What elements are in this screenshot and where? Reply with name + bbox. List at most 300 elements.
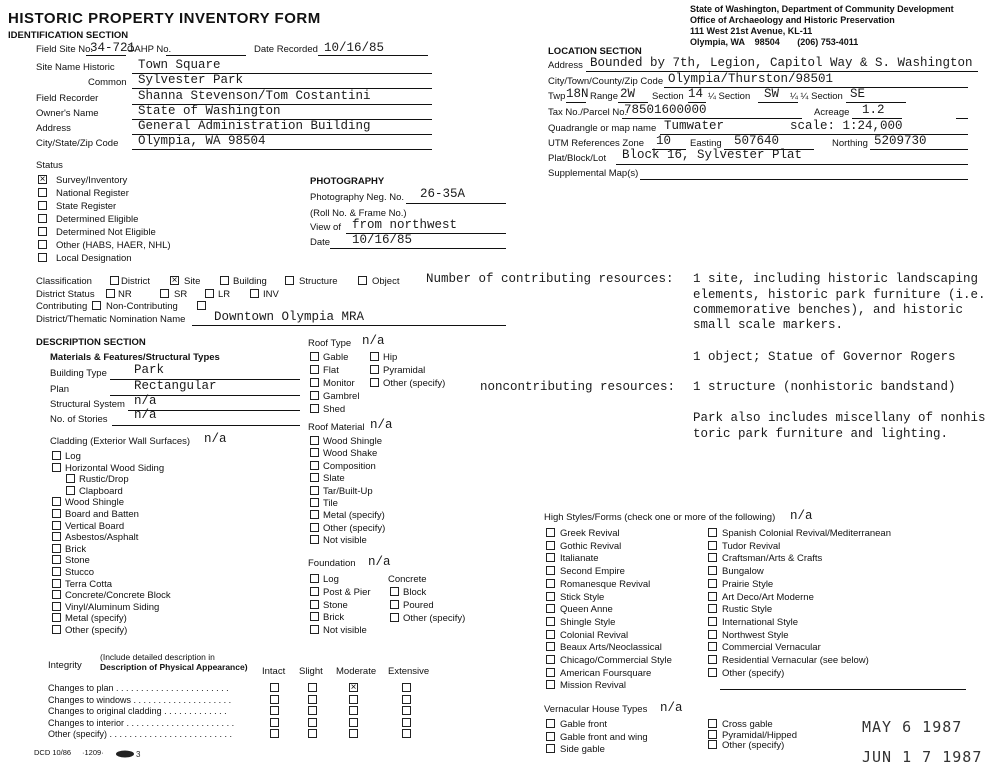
integrity-label: Integrity bbox=[48, 660, 82, 671]
noncontributing-resources-label: noncontributing resources: bbox=[480, 380, 676, 394]
stories-label: No. of Stories bbox=[50, 414, 108, 425]
vernacular-checkbox[interactable] bbox=[546, 719, 555, 728]
integrity-checkbox[interactable] bbox=[349, 729, 358, 738]
cladding-item-label: Terra Cotta bbox=[65, 579, 112, 590]
svg-text:3: 3 bbox=[136, 750, 141, 759]
utm-zone-value: 10 bbox=[656, 134, 672, 148]
foundation-checkbox[interactable] bbox=[310, 587, 319, 596]
integrity-row-label: Changes to interior . . . . . . . . . . . . . . . . . . . . . . bbox=[48, 718, 235, 728]
roof-type-label: Gambrel bbox=[323, 391, 360, 402]
twp-label: Twp bbox=[548, 91, 566, 102]
style-label: Tudor Revival bbox=[722, 541, 781, 552]
integrity-checkbox[interactable] bbox=[349, 718, 358, 727]
class-option: Building bbox=[233, 276, 267, 287]
ds-lr-checkbox[interactable] bbox=[205, 289, 214, 298]
vernacular-value: n/a bbox=[660, 701, 683, 715]
roof-type-label: Roof Type bbox=[308, 338, 352, 349]
roof-type-checkbox[interactable] bbox=[310, 404, 319, 413]
vernacular-label: Cross gable bbox=[722, 719, 773, 730]
acreage-value: 1.2 bbox=[862, 103, 885, 117]
style-checkbox[interactable] bbox=[546, 680, 555, 689]
integrity-col-header: Intact bbox=[262, 666, 286, 677]
range-label: Range bbox=[590, 91, 618, 102]
cladding-checkbox[interactable] bbox=[52, 590, 61, 599]
ds-option: NR bbox=[118, 289, 132, 300]
roof-material-label: Roof Material bbox=[308, 422, 365, 433]
park-line: Park also includes miscellany of nonhis bbox=[693, 411, 986, 425]
roof-material-checkbox[interactable] bbox=[310, 535, 319, 544]
vernacular-checkbox[interactable] bbox=[546, 744, 555, 753]
cladding-checkbox[interactable] bbox=[52, 613, 61, 622]
style-checkbox[interactable] bbox=[546, 617, 555, 626]
acreage-label: Acreage bbox=[814, 107, 850, 118]
ds-inv-checkbox[interactable] bbox=[250, 289, 259, 298]
date-recorded-label: Date Recorded bbox=[254, 44, 318, 55]
integrity-checkbox[interactable] bbox=[349, 706, 358, 715]
roof-type-checkbox[interactable] bbox=[370, 352, 379, 361]
oahp-label: OAHP No. bbox=[127, 44, 172, 55]
style-checkbox[interactable] bbox=[546, 579, 555, 588]
cladding-item-label: Horizontal Wood Siding bbox=[65, 463, 165, 474]
integrity-row-label: Changes to windows . . . . . . . . . . . . . . . . . . . . bbox=[48, 695, 232, 705]
plat-label: Plat/Block/Lot bbox=[548, 153, 607, 164]
address-value: General Administration Building bbox=[138, 119, 371, 133]
contributing-resources-label: Number of contributing resources: bbox=[426, 272, 674, 286]
city-value: Olympia, WA 98504 bbox=[138, 134, 266, 148]
location-address-label: Address bbox=[548, 60, 583, 71]
form-code: DCD 10/86 bbox=[34, 748, 72, 757]
style-label: Beaux Arts/Neoclassical bbox=[560, 642, 662, 653]
status-item-label: Survey/Inventory bbox=[56, 175, 128, 186]
roof-type-checkbox[interactable] bbox=[310, 365, 319, 374]
cladding-item-label: Other (specify) bbox=[65, 625, 128, 636]
style-label: Other (specify) bbox=[722, 668, 785, 679]
cladding-item-label: Log bbox=[65, 451, 81, 462]
agency-line-1: State of Washington, Department of Community Development bbox=[690, 4, 954, 14]
class-object-checkbox[interactable] bbox=[358, 276, 367, 285]
integrity-note-1: (Include detailed description in bbox=[100, 652, 215, 662]
tax-parcel-value: 78501600000 bbox=[624, 103, 707, 117]
status-not-eligible-checkbox[interactable] bbox=[38, 227, 47, 236]
integrity-row-label: Other (specify) . . . . . . . . . . . . . . . . . . . . . . . . . bbox=[48, 729, 233, 739]
description-section-header: DESCRIPTION SECTION bbox=[36, 337, 146, 348]
range-value: 2W bbox=[620, 87, 636, 101]
location-city-label: City/Town/County/Zip Code bbox=[548, 76, 664, 87]
location-city-value: Olympia/Thurston/98501 bbox=[668, 72, 834, 86]
roof-material-checkbox[interactable] bbox=[310, 486, 319, 495]
field-site-value: 34-721 bbox=[90, 41, 136, 55]
style-checkbox[interactable] bbox=[546, 642, 555, 651]
cladding-item-label: Concrete/Concrete Block bbox=[65, 590, 171, 601]
structural-system-value: n/a bbox=[134, 394, 157, 408]
foundation-item-label: Brick bbox=[323, 612, 345, 623]
integrity-col-header: Extensive bbox=[388, 666, 430, 677]
foundation-item-label: Stone bbox=[323, 600, 348, 611]
style-checkbox[interactable] bbox=[708, 617, 717, 626]
building-type-value: Park bbox=[134, 363, 165, 377]
stories-value: n/a bbox=[134, 408, 157, 422]
style-checkbox[interactable] bbox=[708, 592, 717, 601]
cladding-checkbox[interactable] bbox=[52, 509, 61, 518]
site-name-value: Town Square bbox=[138, 58, 221, 72]
class-option: Site bbox=[184, 276, 201, 287]
integrity-checkbox[interactable] bbox=[308, 683, 317, 692]
foundation-item-label: Poured bbox=[403, 600, 434, 611]
style-checkbox[interactable] bbox=[546, 630, 555, 639]
status-item-label: Local Designation bbox=[56, 253, 132, 264]
roof-type-checkbox[interactable] bbox=[370, 365, 379, 374]
style-label: Shingle Style bbox=[560, 617, 616, 628]
style-label: Colonial Revival bbox=[560, 630, 629, 641]
roof-material-checkbox[interactable] bbox=[310, 523, 319, 532]
vernacular-label: Side gable bbox=[560, 744, 605, 755]
foundation-checkbox[interactable] bbox=[310, 600, 319, 609]
roof-type-checkbox[interactable] bbox=[310, 352, 319, 361]
style-checkbox[interactable] bbox=[546, 528, 555, 537]
common-name-value: Sylvester Park bbox=[138, 73, 244, 87]
quarter-quarter-section-label: ¼ ¼ Section bbox=[790, 91, 843, 102]
cladding-checkbox[interactable] bbox=[52, 521, 61, 530]
cladding-checkbox[interactable] bbox=[52, 544, 61, 553]
cladding-item-label: Board and Batten bbox=[65, 509, 139, 520]
status-national-register-checkbox[interactable] bbox=[38, 188, 47, 197]
integrity-note-2: Description of Physical Appearance) bbox=[100, 662, 248, 672]
roof-material-checkbox[interactable] bbox=[310, 436, 319, 445]
field-recorder-label: Field Recorder bbox=[36, 93, 99, 104]
narrative-line: 1 site, including historic landscaping bbox=[693, 272, 979, 286]
ds-sr-checkbox[interactable] bbox=[160, 289, 169, 298]
integrity-checkbox[interactable] bbox=[308, 706, 317, 715]
ds-nr-checkbox[interactable] bbox=[106, 289, 115, 298]
cladding-checkbox[interactable] bbox=[52, 567, 61, 576]
vernacular-checkbox[interactable] bbox=[708, 730, 717, 739]
style-label: Romanesque Revival bbox=[560, 579, 651, 590]
cladding-item-label: Clapboard bbox=[79, 486, 123, 497]
common-name-label: Common bbox=[88, 77, 127, 88]
integrity-checkbox[interactable] bbox=[402, 695, 411, 704]
contributing-label: Contributing bbox=[36, 301, 88, 312]
quarter-section-label: ¼ Section bbox=[708, 91, 751, 102]
roof-type-value: n/a bbox=[362, 334, 385, 348]
style-checkbox[interactable] bbox=[708, 541, 717, 550]
style-label: Bungalow bbox=[722, 566, 764, 577]
style-checkbox[interactable] bbox=[546, 566, 555, 575]
style-label: Italianate bbox=[560, 553, 599, 564]
owner-label: Owner's Name bbox=[36, 108, 99, 119]
status-item-label: National Register bbox=[56, 188, 129, 199]
style-checkbox[interactable] bbox=[708, 579, 717, 588]
vernacular-checkbox[interactable] bbox=[546, 732, 555, 741]
form-title: HISTORIC PROPERTY INVENTORY FORM bbox=[8, 10, 321, 27]
roof-type-label: Flat bbox=[323, 365, 339, 376]
roof-material-value: n/a bbox=[370, 418, 393, 432]
cladding-checkbox[interactable] bbox=[52, 555, 61, 564]
noncontributing-checkbox[interactable] bbox=[197, 301, 206, 310]
foundation-concrete-label: Concrete bbox=[388, 574, 427, 585]
style-checkbox[interactable] bbox=[546, 592, 555, 601]
location-address-value: Bounded by 7th, Legion, Capitol Way & S. Washington bbox=[590, 56, 973, 70]
cladding-checkbox[interactable] bbox=[52, 532, 61, 541]
vernacular-label: Other (specify) bbox=[722, 740, 785, 751]
roof-type-label: Hip bbox=[383, 352, 398, 363]
class-option: Object bbox=[372, 276, 400, 287]
roof-material-checkbox[interactable] bbox=[310, 448, 319, 457]
agency-line-3: 111 West 21st Avenue, KL-11 bbox=[690, 26, 813, 36]
style-label: Residential Vernacular (see below) bbox=[722, 655, 869, 666]
foundation-checkbox[interactable] bbox=[310, 625, 319, 634]
foundation-label: Foundation bbox=[308, 558, 356, 569]
integrity-checkbox[interactable] bbox=[402, 683, 411, 692]
quarter-section-value: SW bbox=[764, 87, 780, 101]
style-checkbox[interactable] bbox=[708, 668, 717, 677]
nomination-label: District/Thematic Nomination Name bbox=[36, 314, 186, 325]
identification-section-header: IDENTIFICATION SECTION bbox=[8, 30, 129, 41]
owner-value: State of Washington bbox=[138, 104, 281, 118]
photography-header: PHOTOGRAPHY bbox=[310, 176, 385, 187]
style-label: Gothic Revival bbox=[560, 541, 622, 552]
cladding-checkbox[interactable] bbox=[52, 497, 61, 506]
status-other-checkbox[interactable] bbox=[38, 240, 47, 249]
printer-logo-icon bbox=[114, 746, 148, 764]
style-label: Queen Anne bbox=[560, 604, 613, 615]
easting-value: 507640 bbox=[734, 134, 780, 148]
style-checkbox[interactable] bbox=[708, 630, 717, 639]
style-checkbox[interactable] bbox=[708, 528, 717, 537]
class-district-checkbox[interactable] bbox=[110, 276, 119, 285]
status-state-register-checkbox[interactable] bbox=[38, 201, 47, 210]
vernacular-checkbox[interactable] bbox=[708, 740, 717, 749]
district-status-label: District Status bbox=[36, 289, 95, 300]
style-label: Rustic Style bbox=[722, 604, 773, 615]
status-survey-checkbox[interactable]: × bbox=[39, 174, 46, 185]
building-type-label: Building Type bbox=[50, 368, 107, 379]
style-label: Prairie Style bbox=[722, 579, 774, 590]
foundation-item-label: Log bbox=[323, 574, 339, 585]
section-label: Section bbox=[652, 91, 684, 102]
scale-value: scale: 1:24,000 bbox=[790, 119, 903, 133]
plan-label: Plan bbox=[50, 384, 70, 395]
integrity-checkbox[interactable] bbox=[270, 706, 279, 715]
style-checkbox[interactable] bbox=[708, 642, 717, 651]
ds-option: SR bbox=[174, 289, 188, 300]
style-checkbox[interactable] bbox=[708, 655, 717, 664]
integrity-col-header: Moderate bbox=[336, 666, 377, 677]
materials-label: Materials & Features/Structural Types bbox=[50, 352, 220, 363]
cladding-checkbox[interactable] bbox=[52, 451, 61, 460]
cladding-item-label: Stucco bbox=[65, 567, 95, 578]
ds-option: INV bbox=[263, 289, 279, 300]
roof-material-checkbox[interactable] bbox=[310, 473, 319, 482]
roof-type-checkbox[interactable] bbox=[370, 378, 379, 387]
style-checkbox[interactable] bbox=[708, 566, 717, 575]
address-label: Address bbox=[36, 123, 71, 134]
cladding-checkbox[interactable] bbox=[52, 579, 61, 588]
cladding-item-label: Asbestos/Asphalt bbox=[65, 532, 139, 543]
integrity-checkbox[interactable] bbox=[308, 695, 317, 704]
style-label: Stick Style bbox=[560, 592, 605, 603]
roof-material-label: Tile bbox=[323, 498, 338, 509]
roof-type-label: Other (specify) bbox=[383, 378, 446, 389]
style-checkbox[interactable] bbox=[546, 553, 555, 562]
narrative-line: small scale markers. bbox=[693, 318, 844, 332]
cladding-item-label: Wood Shingle bbox=[65, 497, 124, 508]
roof-material-checkbox[interactable] bbox=[310, 498, 319, 507]
roof-material-label: Metal (specify) bbox=[323, 510, 385, 521]
style-checkbox[interactable] bbox=[546, 655, 555, 664]
city-label: City/State/Zip Code bbox=[36, 138, 119, 149]
roof-type-label: Monitor bbox=[323, 378, 355, 389]
vernacular-label: Pyramidal/Hipped bbox=[722, 730, 797, 741]
foundation-value: n/a bbox=[368, 555, 391, 569]
plan-value: Rectangular bbox=[134, 379, 217, 393]
style-label: Craftsman/Arts & Crafts bbox=[722, 553, 823, 564]
cladding-checkbox[interactable] bbox=[66, 474, 75, 483]
roof-material-checkbox[interactable] bbox=[310, 461, 319, 470]
class-building-checkbox[interactable] bbox=[220, 276, 229, 285]
cladding-item-label: Brick bbox=[65, 544, 87, 555]
high-styles-value: n/a bbox=[790, 509, 813, 523]
roof-material-label: Tar/Built-Up bbox=[323, 486, 373, 497]
cladding-checkbox[interactable] bbox=[52, 625, 61, 634]
northing-value: 5209730 bbox=[874, 134, 927, 148]
style-label: Art Deco/Art Moderne bbox=[722, 592, 814, 603]
quarter-quarter-section-value: SE bbox=[850, 87, 866, 101]
view-of-label: View of bbox=[310, 222, 341, 233]
foundation-checkbox[interactable] bbox=[390, 600, 399, 609]
nomination-value: Downtown Olympia MRA bbox=[214, 310, 365, 324]
cladding-value: n/a bbox=[204, 432, 227, 446]
roof-material-label: Slate bbox=[323, 473, 345, 484]
class-structure-checkbox[interactable] bbox=[285, 276, 294, 285]
roof-material-label: Wood Shingle bbox=[323, 436, 382, 447]
integrity-row-label: Changes to plan . . . . . . . . . . . . . . . . . . . . . . . bbox=[48, 683, 229, 693]
status-label: Status bbox=[36, 160, 63, 171]
roof-material-label: Wood Shake bbox=[323, 448, 378, 459]
field-site-label: Field Site No. bbox=[36, 44, 94, 55]
cladding-item-label: Rustic/Drop bbox=[79, 474, 129, 485]
integrity-checkbox[interactable] bbox=[270, 729, 279, 738]
integrity-checkbox[interactable] bbox=[402, 718, 411, 727]
integrity-checkbox[interactable] bbox=[308, 729, 317, 738]
style-checkbox[interactable] bbox=[546, 604, 555, 613]
easting-label: Easting bbox=[690, 138, 722, 149]
cladding-item-label: Stone bbox=[65, 555, 90, 566]
cladding-checkbox[interactable] bbox=[52, 602, 61, 611]
style-label: Mission Revival bbox=[560, 680, 626, 691]
integrity-checkbox[interactable] bbox=[402, 706, 411, 715]
classification-label: Classification bbox=[36, 276, 92, 287]
integrity-checkbox[interactable] bbox=[270, 695, 279, 704]
roof-type-checkbox[interactable] bbox=[310, 378, 319, 387]
agency-line-4: Olympia, WA 98504 (206) 753-4011 bbox=[690, 37, 859, 47]
style-checkbox[interactable] bbox=[708, 553, 717, 562]
style-label: Chicago/Commercial Style bbox=[560, 655, 672, 666]
high-styles-label: High Styles/Forms (check one or more of the following) bbox=[544, 512, 776, 523]
contributing-checkbox[interactable] bbox=[92, 301, 101, 310]
location-section-header: LOCATION SECTION bbox=[548, 46, 642, 57]
form-number: ·1209· bbox=[82, 748, 104, 757]
supplemental-maps-label: Supplemental Map(s) bbox=[548, 168, 639, 179]
cladding-item-label: Vertical Board bbox=[65, 521, 125, 532]
status-local-designation-checkbox[interactable] bbox=[38, 253, 47, 262]
plat-value: Block 16, Sylvester Plat bbox=[622, 148, 803, 162]
roof-material-label: Not visible bbox=[323, 535, 367, 546]
style-checkbox[interactable] bbox=[546, 668, 555, 677]
roof-type-checkbox[interactable] bbox=[310, 391, 319, 400]
vernacular-label: Gable front bbox=[560, 719, 607, 730]
style-checkbox[interactable] bbox=[546, 541, 555, 550]
status-item-label: State Register bbox=[56, 201, 117, 212]
style-label: Second Empire bbox=[560, 566, 625, 577]
section-value: 14 bbox=[688, 87, 704, 101]
status-determined-eligible-checkbox[interactable] bbox=[38, 214, 47, 223]
agency-line-2: Office of Archaeology and Historic Preservation bbox=[690, 15, 895, 25]
style-label: Northwest Style bbox=[722, 630, 789, 641]
noncontributing-label: Non-Contributing bbox=[106, 301, 178, 312]
roof-material-label: Composition bbox=[323, 461, 376, 472]
cladding-item-label: Vinyl/Aluminum Siding bbox=[65, 602, 160, 613]
integrity-checkbox[interactable] bbox=[270, 683, 279, 692]
status-item-label: Other (HABS, HAER, NHL) bbox=[56, 240, 171, 251]
class-option: Structure bbox=[299, 276, 338, 287]
twp-value: 18N bbox=[566, 87, 589, 101]
class-site-checkbox[interactable]: × bbox=[171, 275, 178, 286]
style-label: Greek Revival bbox=[560, 528, 620, 539]
style-label: Commercial Vernacular bbox=[722, 642, 821, 653]
roll-frame-label: (Roll No. & Frame No.) bbox=[310, 208, 407, 219]
photo-date-label: Date bbox=[310, 237, 331, 248]
site-name-label: Site Name Historic bbox=[36, 62, 115, 73]
foundation-checkbox[interactable] bbox=[310, 612, 319, 621]
cladding-item-label: Metal (specify) bbox=[65, 613, 127, 624]
integrity-row-label: Changes to original cladding . . . . . . . . . . . . . bbox=[48, 706, 227, 716]
foundation-item-label: Not visible bbox=[323, 625, 367, 636]
field-recorder-value: Shanna Stevenson/Tom Costantini bbox=[138, 89, 371, 103]
integrity-checkbox[interactable]: × bbox=[350, 682, 357, 693]
object-line: 1 object; Statue of Governor Rogers bbox=[693, 350, 956, 364]
foundation-item-label: Post & Pier bbox=[323, 587, 371, 598]
status-item-label: Determined Eligible bbox=[56, 214, 139, 225]
foundation-item-label: Block bbox=[403, 587, 427, 598]
narrative-line: elements, historic park furniture (i.e. bbox=[693, 288, 986, 302]
foundation-checkbox[interactable] bbox=[310, 574, 319, 583]
quadrangle-value: Tumwater bbox=[664, 119, 725, 133]
integrity-checkbox[interactable] bbox=[402, 729, 411, 738]
tax-parcel-label: Tax No./Parcel No. bbox=[548, 107, 628, 118]
cladding-checkbox[interactable] bbox=[66, 486, 75, 495]
roof-type-label: Gable bbox=[323, 352, 349, 363]
received-stamp-jun: JUN 1 7 1987 bbox=[862, 748, 983, 766]
style-checkbox[interactable] bbox=[708, 604, 717, 613]
photo-neg-label: Photography Neg. No. bbox=[310, 192, 405, 203]
integrity-checkbox[interactable] bbox=[349, 695, 358, 704]
foundation-checkbox[interactable] bbox=[390, 613, 399, 622]
date-recorded-value: 10/16/85 bbox=[324, 41, 385, 55]
roof-type-label: Pyramidal bbox=[383, 365, 426, 376]
foundation-checkbox[interactable] bbox=[390, 587, 399, 596]
integrity-checkbox[interactable] bbox=[270, 718, 279, 727]
photo-date-value: 10/16/85 bbox=[352, 233, 413, 247]
style-label: Spanish Colonial Revival/Mediterranean bbox=[722, 528, 891, 539]
class-option: District bbox=[121, 276, 151, 287]
vernacular-checkbox[interactable] bbox=[708, 719, 717, 728]
style-label: International Style bbox=[722, 617, 799, 628]
roof-material-checkbox[interactable] bbox=[310, 510, 319, 519]
view-of-value: from northwest bbox=[352, 218, 458, 232]
cladding-checkbox[interactable] bbox=[52, 463, 61, 472]
style-label: American Foursquare bbox=[560, 668, 652, 679]
integrity-checkbox[interactable] bbox=[308, 718, 317, 727]
